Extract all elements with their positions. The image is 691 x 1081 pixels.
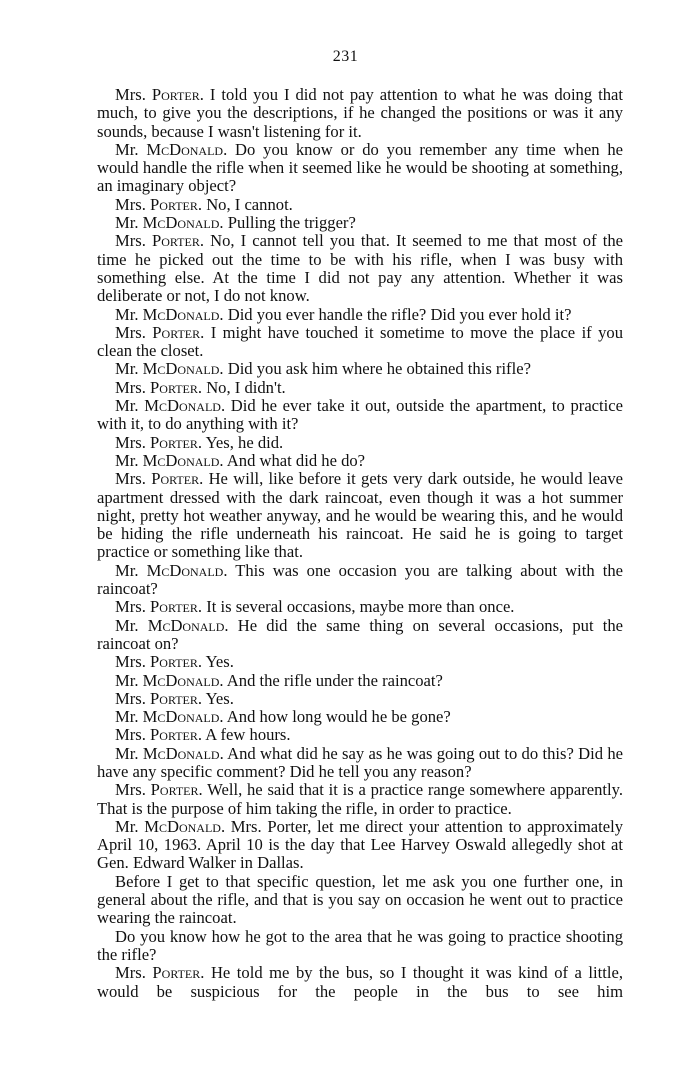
speaker-name: McDonald. <box>142 670 224 690</box>
speaker-title: Mrs. <box>115 652 146 672</box>
paragraph-text: And what did he say as he was going out to do this? Did he have any specific comment? Did he tell you any reason? <box>97 743 623 781</box>
paragraph-text: No, I cannot tell you that. It seemed to me that most of the time he picked out the time to be with his rifle, when I was busy with something else. At the time I did not pay any attention. Whether it was deliberate or not, I do not know. <box>97 231 623 306</box>
speaker-name: McDonald. <box>144 396 226 416</box>
paragraph-text: And the rifle under the raincoat? <box>223 670 443 690</box>
speaker-title: Mrs. <box>115 85 146 104</box>
testimony-paragraph <box>97 86 623 141</box>
speaker-title: Mrs. <box>115 688 146 708</box>
testimony-paragraph <box>97 598 623 616</box>
speaker-title: Mr. <box>115 396 139 416</box>
speaker-title: Mr. <box>115 213 139 233</box>
paragraph-text: Mrs. Porter, let me direct your attention to approximately April 10, 1963. April 10 is the day that Lee Harvey Oswald allegedly shot at Gen. Edward Walker in Dallas. <box>97 816 623 873</box>
testimony-paragraph <box>97 379 623 397</box>
speaker-title: Mr. <box>115 707 139 727</box>
speaker-title: Mrs. <box>115 469 146 489</box>
speaker-name: Porter. <box>152 231 204 251</box>
speaker-name: McDonald. <box>146 560 228 580</box>
paragraph-text: Yes. <box>202 688 234 708</box>
paragraph-text: He told me by the bus, so I thought it was kind of a little, would be suspicious for the people in the bus to see him <box>97 963 623 1001</box>
testimony-paragraph <box>97 562 623 599</box>
speaker-title: Mr. <box>115 139 139 159</box>
paragraph-text: And what did he do? <box>223 450 366 470</box>
paragraph-text: And how long would he be gone? <box>223 707 451 727</box>
speaker-name: Porter. <box>150 688 203 708</box>
speaker-title: Mr. <box>115 304 139 324</box>
speaker-name: McDonald. <box>142 304 224 324</box>
paragraph-text: He will, like before it gets very dark outside, he would leave apartment dressed with the dark raincoat, even though it was a hot summer night, pretty hot weather anyway, and he would be wearing this, and he would be hiding the rifle underneath his raincoat. He said he is going to target practice or something like that. <box>97 469 623 562</box>
speaker-title: Mrs. <box>115 377 146 397</box>
testimony-paragraph <box>97 214 623 232</box>
speaker-title: Mr. <box>115 450 139 470</box>
paragraph-text: He did the same thing on several occasions, put the raincoat on? <box>97 615 623 653</box>
testimony-paragraph <box>97 928 623 965</box>
speaker-title: Mrs. <box>115 194 146 214</box>
speaker-title: Mrs. <box>115 597 146 617</box>
speaker-name: Porter. <box>150 377 203 397</box>
speaker-title: Mr. <box>115 359 139 379</box>
testimony-paragraph <box>97 360 623 378</box>
paragraph-text: This was one occasion you are talking about with the raincoat? <box>97 560 623 599</box>
speaker-name: Porter. <box>152 963 205 983</box>
testimony-paragraph <box>97 708 623 726</box>
testimony-paragraph <box>97 745 623 782</box>
speaker-name: Porter. <box>150 597 203 617</box>
testimony-paragraph <box>97 141 623 196</box>
speaker-name: McDonald. <box>142 707 224 727</box>
testimony-paragraph <box>97 397 623 434</box>
speaker-title: Mrs. <box>115 432 146 452</box>
paragraph-text: Yes. <box>202 652 234 672</box>
speaker-title: Mr. <box>115 743 139 763</box>
speaker-name: Porter. <box>150 194 203 214</box>
testimony-paragraph <box>97 781 623 818</box>
paragraph-text: I told you I did not pay attention to what he was doing that much, to give you the descriptions, if he changed the positions or was it any sounds, because I wasn't listening for it. <box>97 85 623 141</box>
paragraph-text: I might have touched it sometime to move the place if you clean the closet. <box>97 322 623 361</box>
testimony-paragraph <box>97 196 623 214</box>
speaker-title: Mrs. <box>115 231 146 251</box>
speaker-name: Porter. <box>151 469 204 489</box>
testimony-paragraph <box>97 653 623 671</box>
paragraph-text: It is several occasions, maybe more than once. <box>202 597 515 617</box>
testimony-paragraph <box>97 306 623 324</box>
speaker-title: Mrs. <box>115 322 146 342</box>
speaker-title: Mrs. <box>115 963 146 983</box>
paragraph-text: Pulling the trigger? <box>223 213 356 233</box>
speaker-name: Porter. <box>151 85 204 104</box>
speaker-name: Porter. <box>152 322 205 342</box>
testimony-paragraph <box>97 726 623 744</box>
testimony-paragraph <box>97 873 623 928</box>
speaker-name: Porter. <box>150 652 203 672</box>
speaker-title: Mr. <box>115 560 139 580</box>
speaker-name: McDonald. <box>142 743 224 763</box>
testimony-paragraph <box>97 690 623 708</box>
speaker-name: McDonald. <box>142 450 224 470</box>
testimony-paragraph <box>97 470 623 561</box>
speaker-name: Porter. <box>150 725 203 745</box>
paragraph-text: Did he ever take it out, outside the apartment, to practice with it, to do anything with it? <box>97 396 623 434</box>
transcript-body <box>97 86 623 1001</box>
testimony-paragraph <box>97 672 623 690</box>
speaker-title: Mrs. <box>115 725 146 745</box>
testimony-paragraph <box>97 452 623 470</box>
testimony-paragraph <box>97 617 623 654</box>
page-number: 231 <box>332 48 359 65</box>
paragraph-text: Do you know or do you remember any time when he would handle the rifle when it seemed like he would be shooting at something, an imaginary object? <box>97 139 623 196</box>
testimony-paragraph <box>97 818 623 873</box>
speaker-name: McDonald. <box>147 615 229 635</box>
paragraph-text: No, I didn't. <box>202 377 286 397</box>
speaker-name: Porter. <box>150 432 203 452</box>
speaker-title: Mr. <box>115 670 139 690</box>
speaker-name: McDonald. <box>146 139 228 159</box>
paragraph-text: Do you know how he got to the area that he was going to practice shooting the rifle? <box>97 926 623 964</box>
testimony-paragraph <box>97 434 623 452</box>
speaker-name: McDonald. <box>142 359 224 379</box>
paragraph-text: Before I get to that specific question, let me ask you one further one, in general about the rifle, and that is you say on occasion he went out to practice wearing the raincoat. <box>97 871 623 928</box>
speaker-title: Mr. <box>115 816 139 836</box>
testimony-paragraph <box>97 232 623 305</box>
speaker-name: McDonald. <box>142 213 224 233</box>
paragraph-text: A few hours. <box>202 725 291 745</box>
speaker-name: Porter. <box>150 780 203 800</box>
paragraph-text: Well, he said that it is a practice range somewhere apparently. That is the purpose of him taking the rifle, in order to practice. <box>97 780 623 818</box>
testimony-paragraph <box>97 964 623 1001</box>
paragraph-text: Yes, he did. <box>202 432 284 452</box>
speaker-name: McDonald. <box>144 816 226 836</box>
speaker-title: Mrs. <box>115 780 146 800</box>
paragraph-text: No, I cannot. <box>202 194 293 214</box>
paragraph-text: Did you ever handle the rifle? Did you ever hold it? <box>223 304 572 324</box>
paragraph-text: Did you ask him where he obtained this rifle? <box>223 359 531 379</box>
speaker-title: Mr. <box>115 615 139 635</box>
testimony-paragraph <box>97 324 623 361</box>
